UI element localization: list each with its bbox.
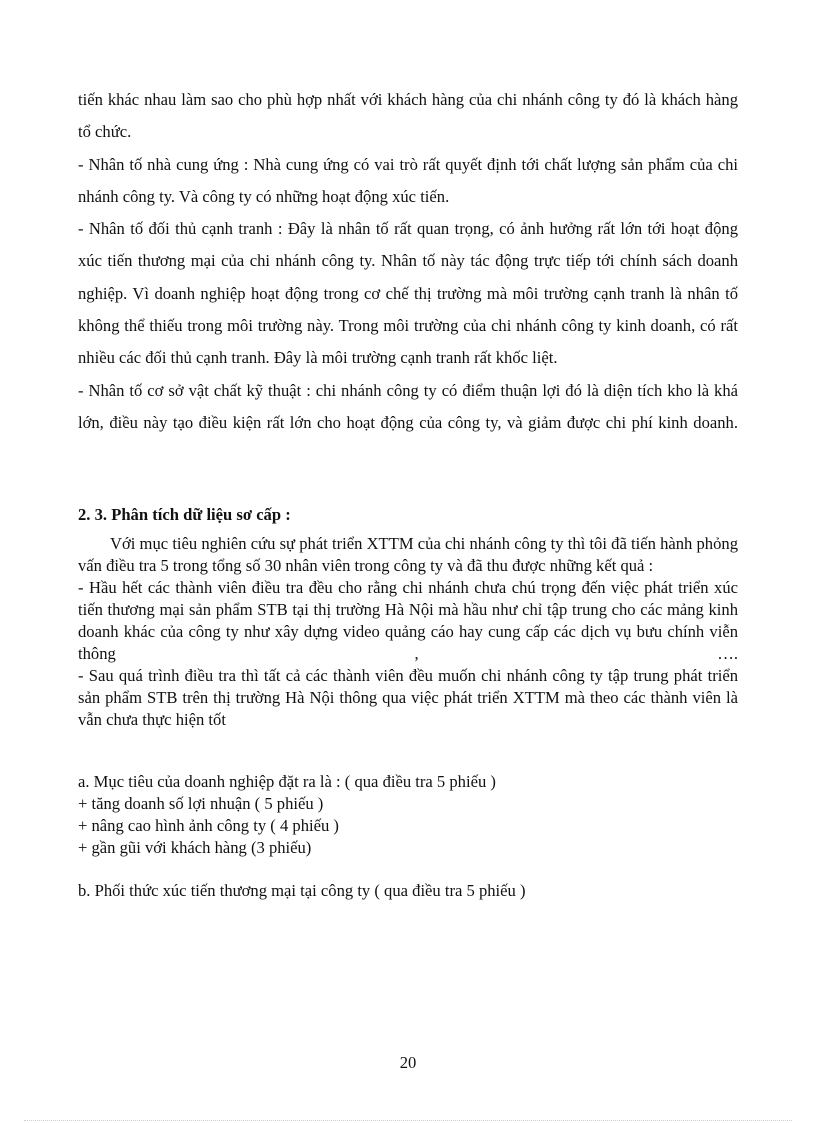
section-factors [78, 84, 738, 439]
list-item: + tăng doanh số lợi nhuận ( 5 phiếu ) [78, 794, 324, 813]
page-bottom-divider [24, 1120, 792, 1121]
paragraph-point-1: - Hầu hết các thành viên điều tra đều cho rằng chi nhánh chưa chú trọng đến việc phát triển xúc tiến thương mại sản phẩm STB tại thị trường Hà Nội mà hầu như chỉ tập trung cho các mảng kinh doanh khác của công ty như xây dựng video quảng cáo hay cung cấp các dịch vụ bưu chính viễn thông , …. [78, 578, 738, 663]
objectives-title: a. Mục tiêu của doanh nghiệp đặt ra là : ( qua điều tra 5 phiếu ) [78, 772, 496, 791]
page-number: 20 [399, 1053, 417, 1072]
section-promotion-mix [78, 880, 738, 902]
promotion-mix-title: b. Phối thức xúc tiến thương mại tại công ty ( qua điều tra 5 phiếu ) [78, 881, 526, 900]
section-objectives [78, 771, 738, 859]
list-item: + nâng cao hình ảnh công ty ( 4 phiếu ) [78, 816, 339, 835]
paragraph-intro: Với mục tiêu nghiên cứu sự phát triển XTTM của chi nhánh công ty thì tôi đã tiến hành phỏng vấn điều tra 5 trong tổng số 30 nhân viên trong công ty và đã thu được những kết quả : [78, 534, 738, 575]
paragraph-competitor-factor: - Nhân tố đối thủ cạnh tranh : Đây là nhân tố rất quan trọng, có ảnh hưởng rất lớn tới hoạt động xúc tiến thương mại của chi nhánh công ty. Nhân tố này tác động trực tiếp tới chính sách doanh nghiệp. Vì doanh nghiệp hoạt động trong cơ chế thị trường mà môi trường cạnh tranh là nhân tố không thể thiếu trong môi trường này. Trong môi trường của chi nhánh công ty kinh doanh, có rất nhiều các đối thủ cạnh tranh. Đây là môi trường cạnh tranh rất khốc liệt. [78, 219, 738, 368]
paragraph-facilities-factor: - Nhân tố cơ sở vật chất kỹ thuật : chi nhánh công ty có điểm thuận lợi đó là diện tích kho là khá lớn, điều này tạo điều kiện rất lớn cho hoạt động của công ty, và giảm được chi phí kinh doanh. [78, 380, 738, 432]
paragraph-point-2: - Sau quá trình điều tra thì tất cả các thành viên đều muốn chi nhánh công ty tập trung phát triển sản phẩm STB trên thị trường Hà Nội thông qua việc phát triển XTTM mà theo các thành viên là vẫn chưa thực hiện tốt [78, 666, 738, 729]
paragraph-supplier-factor: - Nhân tố nhà cung ứng : Nhà cung ứng có vai trò rất quyết định tới chất lượng sản phẩm của chi nhánh công ty. Và công ty có những hoạt động xúc tiến. [78, 154, 738, 206]
section-primary-data [78, 533, 738, 731]
list-item: + gần gũi với khách hàng (3 phiếu) [78, 838, 312, 857]
section-heading: 2. 3. Phân tích dữ liệu sơ cấp : [78, 505, 291, 524]
paragraph-customers: tiến khác nhau làm sao cho phù hợp nhất với khách hàng của chi nhánh công ty đó là khách hàng tổ chức. [78, 90, 738, 142]
